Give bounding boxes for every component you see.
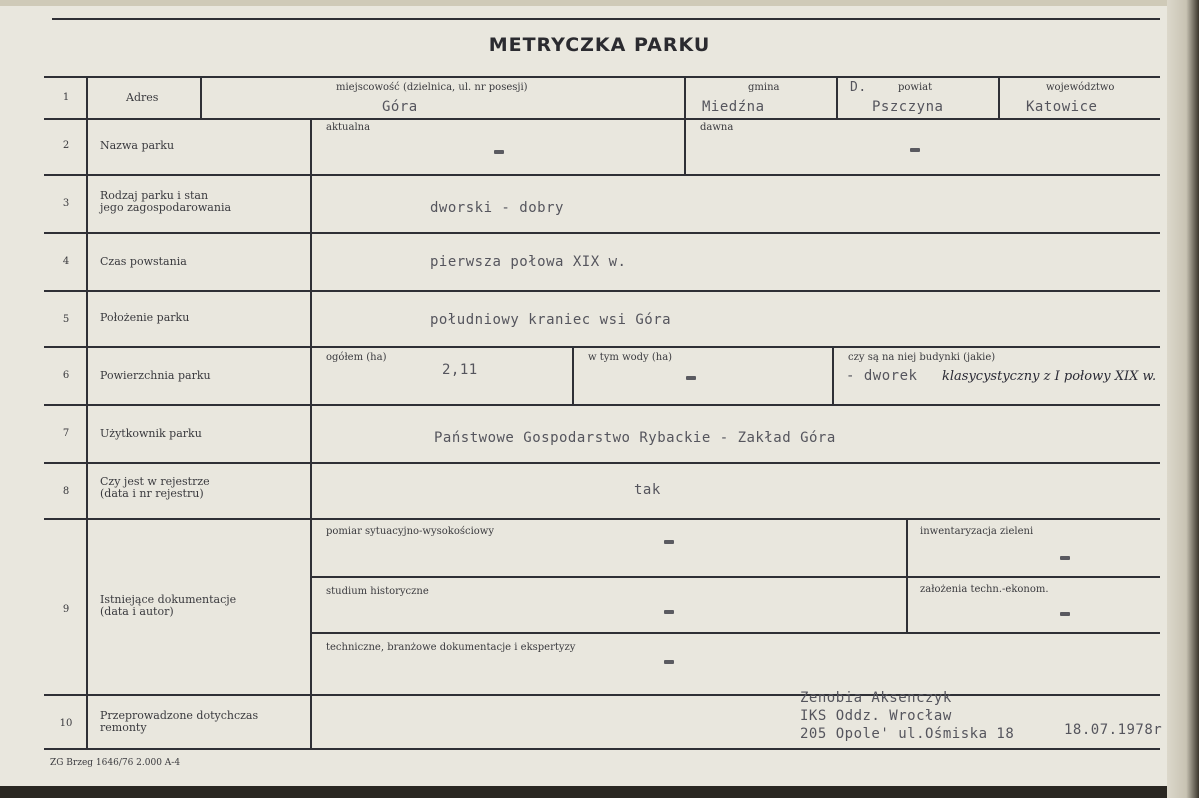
row-number-8: 8 bbox=[62, 486, 70, 497]
row-label-4: Czas powstania bbox=[100, 255, 187, 268]
rule-row5-top bbox=[44, 290, 1160, 292]
row-number-3: 3 bbox=[62, 198, 70, 209]
row-label-1: Adres bbox=[126, 91, 159, 104]
rule-row9-sub1 bbox=[310, 576, 1160, 578]
rule-row1-top bbox=[44, 76, 1160, 78]
rule-row10-top bbox=[44, 694, 1160, 696]
rule-row9-sub2 bbox=[310, 632, 1160, 634]
techniczne-dash bbox=[664, 660, 674, 664]
aktualna-label: aktualna bbox=[326, 122, 371, 133]
miejscowosc-label: miejscowość (dzielnica, ul. nr posesji) bbox=[336, 82, 528, 93]
zalozenia-label: założenia techn.-ekonom. bbox=[920, 584, 1049, 595]
powiat-value: Pszczyna bbox=[872, 99, 944, 115]
row-number-10: 10 bbox=[59, 718, 73, 729]
col-label-divider bbox=[310, 118, 312, 748]
rule-row6-top bbox=[44, 346, 1160, 348]
wojewodztwo-value: Katowice bbox=[1026, 99, 1098, 115]
binding-edge bbox=[1167, 0, 1199, 798]
ogolem-value: 2,11 bbox=[442, 362, 478, 378]
studium-dash bbox=[664, 610, 674, 614]
dawna-dash bbox=[910, 148, 920, 152]
techniczne-label: techniczne, branżowe dokumentacje i ekspertyzy bbox=[326, 642, 576, 653]
rule-row8-top bbox=[44, 462, 1160, 464]
wojewodztwo-label: województwo bbox=[1046, 82, 1115, 93]
row-label-6: Powierzchnia parku bbox=[100, 369, 211, 382]
budynki-typed: - dworek bbox=[846, 368, 918, 384]
row-number-7: 7 bbox=[62, 428, 70, 439]
row-number-5: 5 bbox=[62, 314, 70, 325]
zalozenia-dash bbox=[1060, 612, 1070, 616]
powiat-label: powiat bbox=[898, 82, 933, 93]
row-label-9: Istniejące dokumentacje (data i autor) bbox=[100, 593, 237, 618]
gmina-value: Miedźna bbox=[702, 99, 765, 115]
wody-dash bbox=[686, 376, 696, 380]
col-inwent-divider bbox=[906, 518, 908, 632]
form-title: METRYCZKA PARKU bbox=[488, 34, 711, 56]
uzytkownik-value: Państwowe Gospodarstwo Rybackie - Zakład Góra bbox=[434, 430, 836, 446]
row-number-4: 4 bbox=[62, 256, 70, 267]
row-number-6: 6 bbox=[62, 370, 70, 381]
pomiar-dash bbox=[664, 540, 674, 544]
col-budynki-divider bbox=[832, 346, 834, 404]
wody-label: w tym wody (ha) bbox=[588, 352, 673, 363]
row-label-3: Rodzaj parku i stan jego zagospodarowania bbox=[100, 189, 232, 214]
row-number-1: 1 bbox=[62, 92, 70, 103]
dawna-label: dawna bbox=[700, 122, 734, 133]
rule-row7-top bbox=[44, 404, 1160, 406]
rodzaj-value: dworski - dobry bbox=[430, 200, 564, 216]
col-woj-divider bbox=[998, 76, 1000, 118]
powiat-prefix: D. bbox=[850, 80, 867, 95]
author-line-2: IKS Oddz. Wrocław bbox=[800, 708, 952, 724]
polozenie-value: południowy kraniec wsi Góra bbox=[430, 312, 672, 328]
rule-row4-top bbox=[44, 232, 1160, 234]
row-number-2: 2 bbox=[62, 140, 70, 151]
col-num-divider bbox=[86, 76, 88, 748]
author-line-1: Zenobia Aksenczyk bbox=[800, 690, 952, 706]
aktualna-dash bbox=[494, 150, 504, 154]
budynki-label: czy są na niej budynki (jakie) bbox=[848, 352, 996, 363]
rule-row3-top bbox=[44, 174, 1160, 176]
col-powiat-divider bbox=[836, 76, 838, 118]
row-number-9: 9 bbox=[62, 604, 70, 615]
inwentaryzacja-label: inwentaryzacja zieleni bbox=[920, 526, 1034, 537]
rejestr-value: tak bbox=[634, 482, 661, 498]
author-date: 18.07.1978r bbox=[1064, 722, 1163, 738]
col-adres-divider bbox=[200, 76, 202, 118]
rule-row2-top bbox=[44, 118, 1160, 120]
miejscowosc-value: Góra bbox=[382, 99, 418, 115]
rule-bottom bbox=[44, 748, 1160, 750]
rule-row9-top bbox=[44, 518, 1160, 520]
row-label-7: Użytkownik parku bbox=[100, 427, 202, 440]
col-dawna-divider bbox=[684, 118, 686, 174]
col-wody-divider bbox=[572, 346, 574, 404]
inwentaryzacja-dash bbox=[1060, 556, 1070, 560]
row-label-2: Nazwa parku bbox=[100, 139, 175, 152]
col-gmina-divider bbox=[684, 76, 686, 118]
row-label-5: Położenie parku bbox=[100, 311, 190, 324]
form-sheet bbox=[0, 6, 1192, 786]
czas-value: pierwsza połowa XIX w. bbox=[430, 254, 627, 270]
row-label-10: Przeprowadzone dotychczas remonty bbox=[100, 709, 259, 734]
rule-top bbox=[52, 18, 1160, 20]
gmina-label: gmina bbox=[748, 82, 780, 93]
studium-label: studium historyczne bbox=[326, 586, 429, 597]
author-line-3: 205 Opole' ul.Ośmiska 18 bbox=[800, 726, 1015, 742]
pomiar-label: pomiar sytuacyjno-wysokościowy bbox=[326, 526, 495, 537]
print-footer: ZG Brzeg 1646/76 2.000 A-4 bbox=[50, 758, 181, 768]
ogolem-label: ogółem (ha) bbox=[326, 352, 387, 363]
row-label-8: Czy jest w rejestrze (data i nr rejestru) bbox=[100, 475, 210, 500]
budynki-handwritten: klasycystyczny z I połowy XIX w. bbox=[942, 369, 1157, 384]
